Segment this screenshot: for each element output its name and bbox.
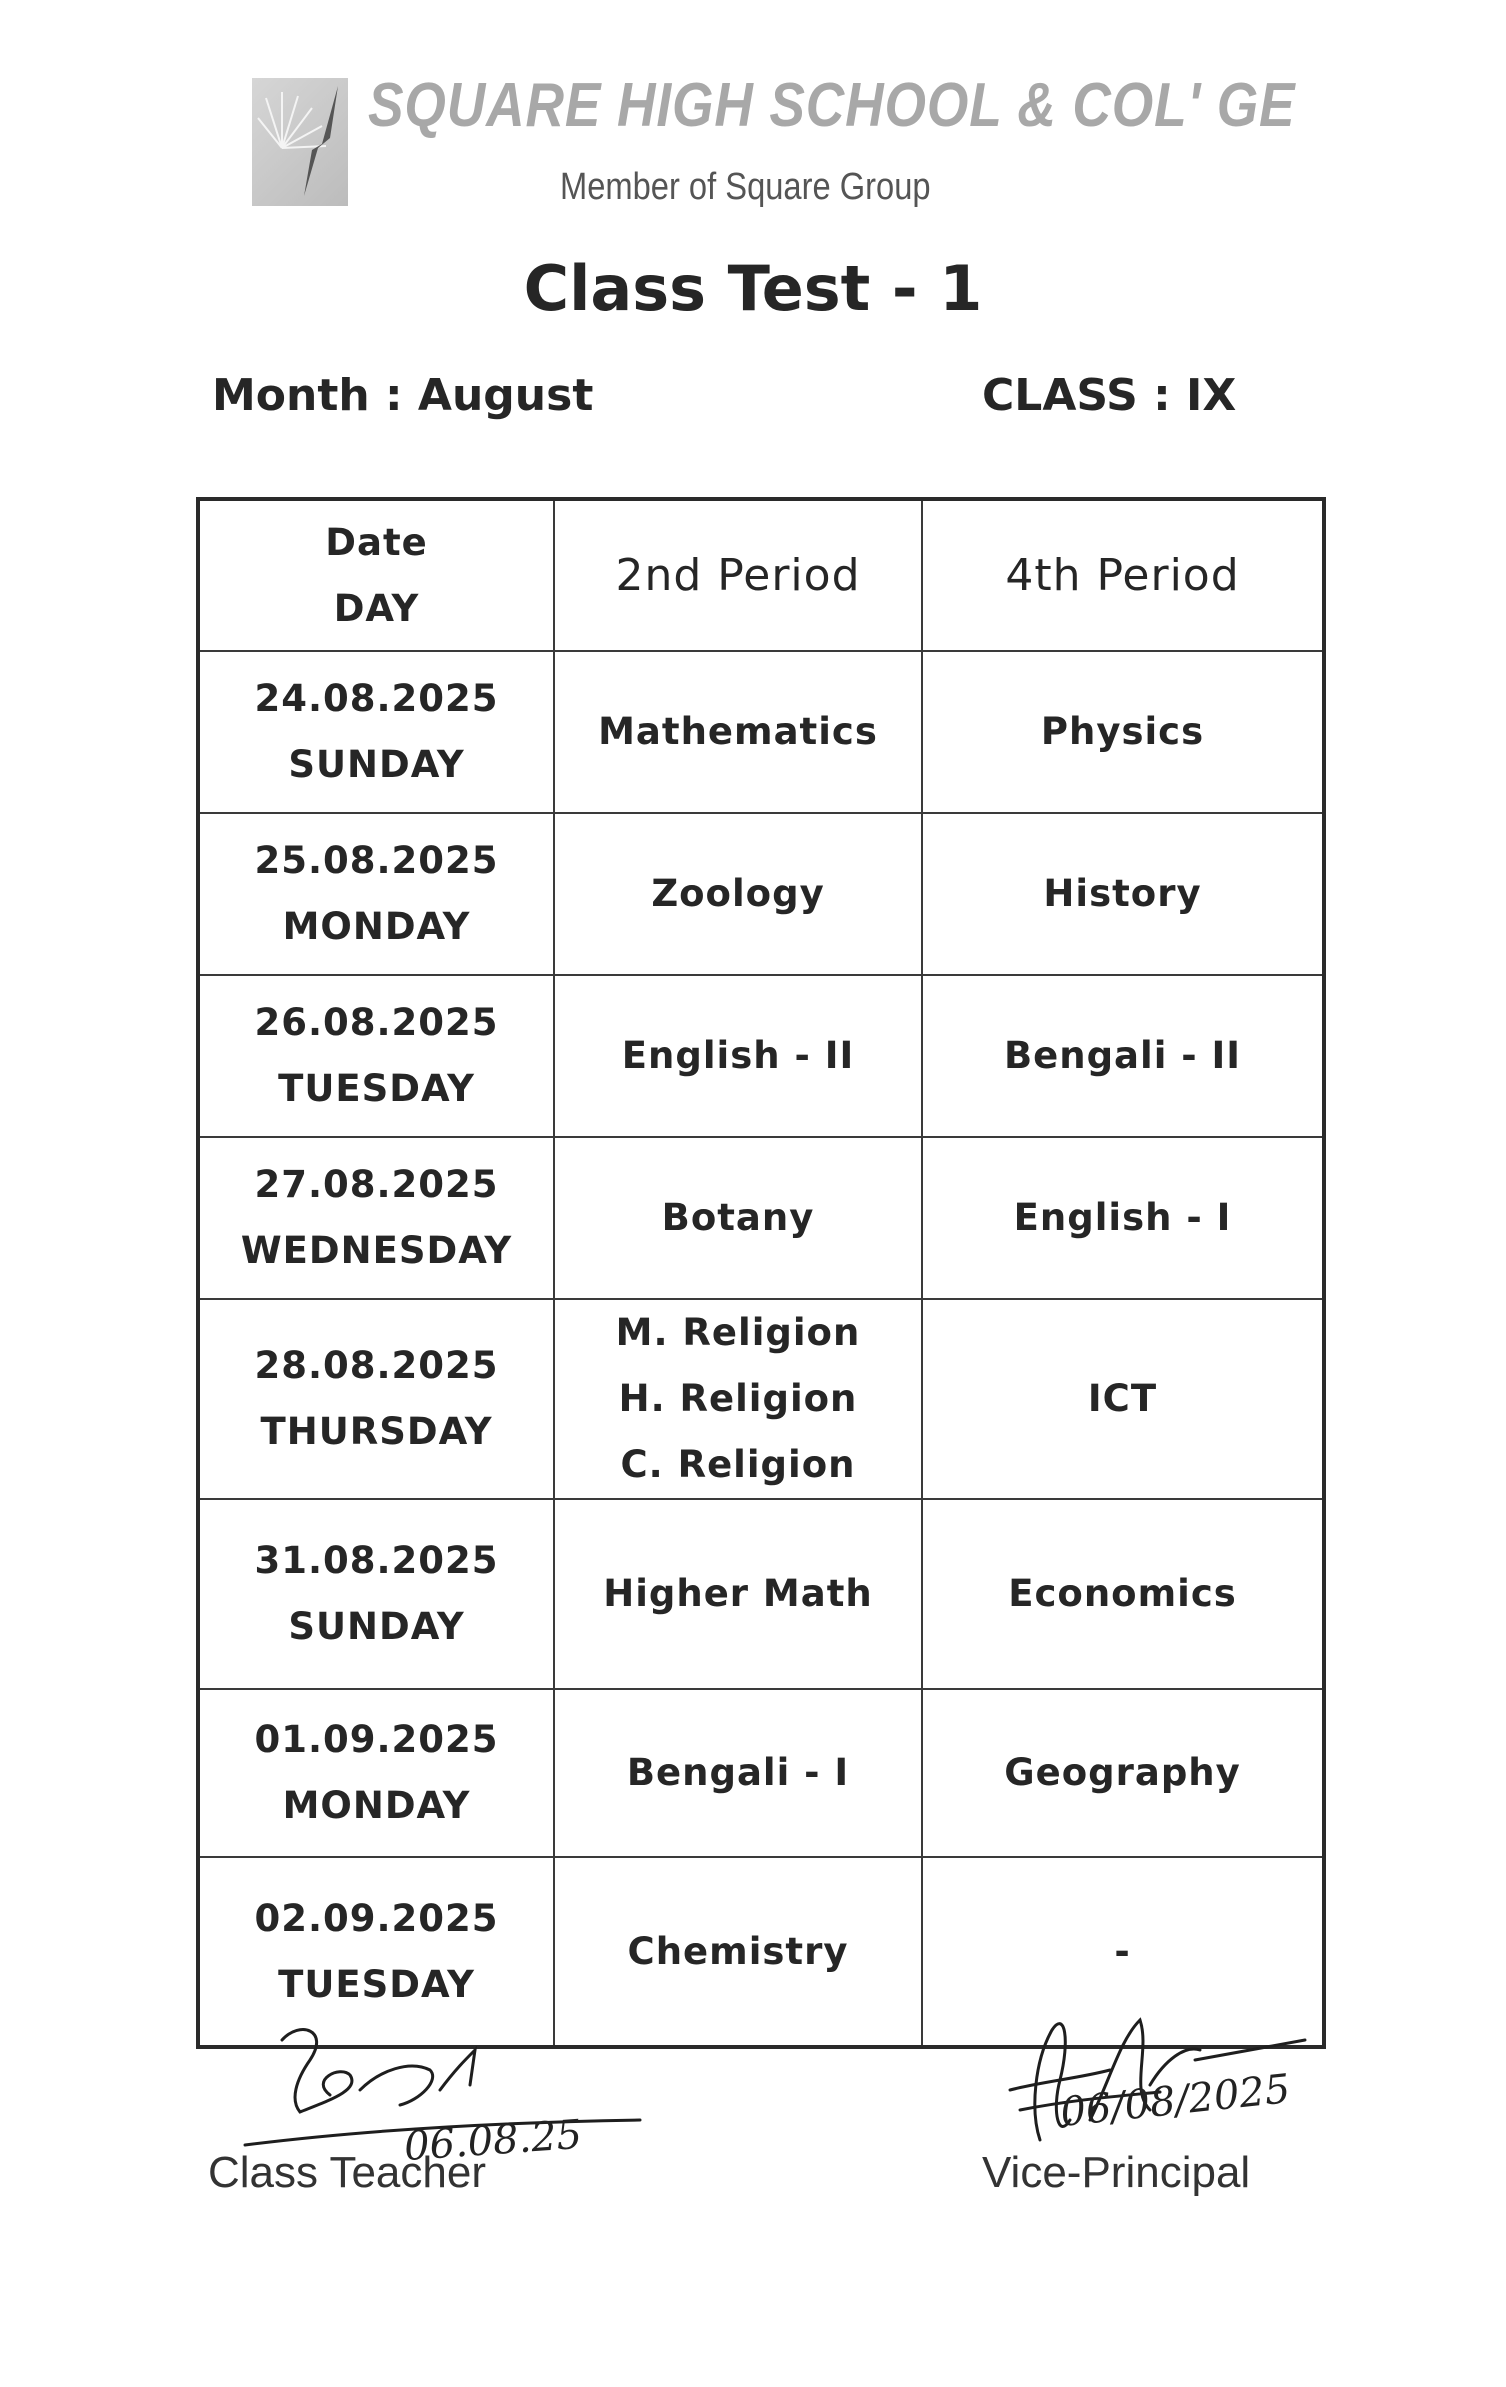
period-2-subject: Bengali - I xyxy=(626,1751,850,1794)
class-teacher-label: Class Teacher xyxy=(208,2148,486,2197)
period-2-cell xyxy=(554,1499,922,1689)
page-title: Class Test - 1 xyxy=(523,252,983,325)
sun-logo-icon xyxy=(252,78,348,206)
period-2-subject: English - II xyxy=(621,1034,855,1077)
period-4-subject: - xyxy=(1114,1929,1131,1973)
table-row xyxy=(198,1299,1324,1499)
day-value: WEDNESDAY xyxy=(240,1229,513,1272)
period-4-cell xyxy=(922,1137,1324,1299)
period-4-cell xyxy=(922,813,1324,975)
period-4-subject: Geography xyxy=(1004,1751,1241,1794)
period-4-cell xyxy=(922,975,1324,1137)
date-day-cell xyxy=(198,1299,554,1499)
header-2nd-period: 2nd Period xyxy=(554,499,922,651)
day-value: SUNDAY xyxy=(288,743,465,786)
table-row xyxy=(198,813,1324,975)
period-4-subject: Bengali - II xyxy=(1003,1034,1242,1077)
day-value: MONDAY xyxy=(282,905,471,948)
period-2-cell xyxy=(554,813,922,975)
class-teacher-date: 06.08.25 xyxy=(402,2111,584,2171)
date-value: 26.08.2025 xyxy=(254,1001,499,1044)
period-2-subject: Zoology xyxy=(651,872,825,915)
period-2-subject: Botany xyxy=(661,1196,815,1239)
header-date-day xyxy=(198,499,554,651)
date-value: 02.09.2025 xyxy=(254,1896,499,1940)
day-value: THURSDAY xyxy=(260,1410,493,1453)
period-2-subject: M. Religion xyxy=(615,1311,861,1354)
table-row xyxy=(198,975,1324,1137)
period-4-subject: English - I xyxy=(1013,1196,1232,1239)
day-value: MONDAY xyxy=(282,1784,471,1827)
period-4-cell xyxy=(922,1499,1324,1689)
day-value: TUESDAY xyxy=(278,1067,475,1110)
date-day-cell xyxy=(198,1857,554,2047)
date-day-cell xyxy=(198,1689,554,1857)
date-value: 25.08.2025 xyxy=(254,839,499,882)
table-row xyxy=(198,651,1324,813)
school-name: SQUARE HIGH SCHOOL & COL' GE xyxy=(368,71,1296,140)
period-2-cell xyxy=(554,651,922,813)
day-value: SUNDAY xyxy=(288,1605,465,1648)
period-4-subject: Physics xyxy=(1040,710,1205,753)
period-2-subject: Higher Math xyxy=(603,1572,873,1615)
school-logo xyxy=(252,78,348,206)
date-value: 01.09.2025 xyxy=(254,1718,499,1761)
table-row xyxy=(198,1689,1324,1857)
period-4-subject: History xyxy=(1043,872,1202,915)
table-header-row xyxy=(198,499,1324,651)
table-row xyxy=(198,1137,1324,1299)
date-value: 31.08.2025 xyxy=(254,1539,499,1582)
header-day-label: DAY xyxy=(333,586,420,630)
period-2-subject: H. Religion xyxy=(618,1377,858,1420)
period-4-subject: ICT xyxy=(1087,1377,1158,1420)
class-label: CLASS : IX xyxy=(982,370,1237,421)
vice-principal-date: 06/08/2025 xyxy=(1058,2066,1293,2136)
period-2-subject: Mathematics xyxy=(598,710,878,753)
period-2-cell xyxy=(554,1299,922,1499)
member-line: Member of Square Group xyxy=(560,166,931,208)
date-day-cell xyxy=(198,1499,554,1689)
date-day-cell xyxy=(198,975,554,1137)
date-day-cell xyxy=(198,1137,554,1299)
period-4-cell xyxy=(922,1857,1324,2047)
header-date-label: Date xyxy=(325,520,428,564)
period-2-cell xyxy=(554,1857,922,2047)
table-row xyxy=(198,1499,1324,1689)
period-4-cell xyxy=(922,651,1324,813)
date-value: 24.08.2025 xyxy=(254,677,499,720)
date-value: 28.08.2025 xyxy=(254,1344,499,1387)
table-row xyxy=(198,1857,1324,2047)
header-4th-period: 4th Period xyxy=(922,499,1324,651)
period-2-subject: C. Religion xyxy=(620,1443,856,1486)
period-2-cell xyxy=(554,975,922,1137)
period-2-cell xyxy=(554,1137,922,1299)
period-4-cell xyxy=(922,1689,1324,1857)
date-day-cell xyxy=(198,651,554,813)
date-value: 27.08.2025 xyxy=(254,1163,499,1206)
period-4-subject: Economics xyxy=(1008,1572,1237,1615)
day-value: TUESDAY xyxy=(278,1962,475,2006)
period-2-cell xyxy=(554,1689,922,1857)
vice-principal-label: Vice-Principal xyxy=(982,2148,1251,2197)
date-day-cell xyxy=(198,813,554,975)
month-label: Month : August xyxy=(212,370,594,421)
period-4-cell xyxy=(922,1299,1324,1499)
schedule-table xyxy=(196,497,1326,2049)
period-2-subject: Chemistry xyxy=(627,1929,849,1973)
